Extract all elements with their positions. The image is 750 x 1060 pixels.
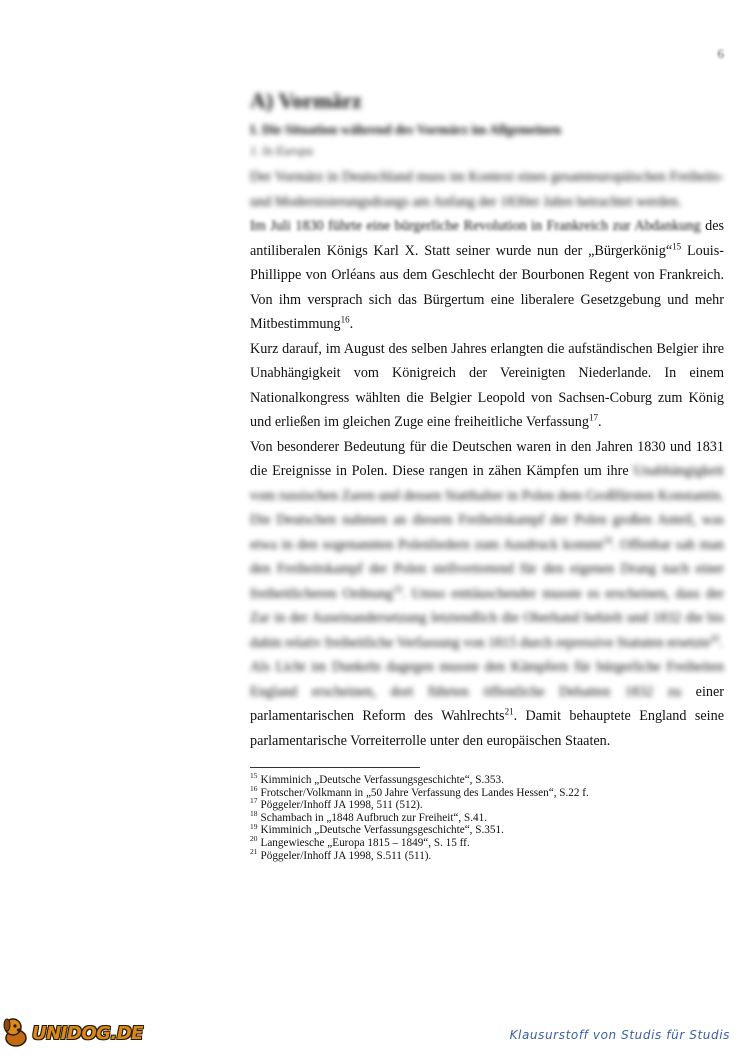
dog-icon (0, 1016, 30, 1048)
tagline: Klausurstoff von Studis für Studis (509, 1028, 730, 1042)
footnotes (250, 771, 724, 862)
paragraph-4-clear-text: Von besonderer Bedeutung für die Deutschen waren in den Jahren 1830 und 1831 die Ereignisse in Polen. Diese rangen in zähen Kämpfen um ihre (250, 438, 724, 479)
footnote-text: Kimminich „Deutsche Verfassungsgeschichte“, S.351. (260, 824, 504, 837)
paragraph-3-text: Kurz darauf, im August des selben Jahres erlangten die aufständischen Belgier ihre Unabhängigkeit vom Königreich der Vereinigten Niederlande. In einem Nationalkongress wählten die Belgier Leopold von Sachsen-Coburg zum König und erließen im gleichen Zuge eine freiheitliche Verfassung (250, 340, 724, 430)
paragraph-4-blur-b: . Offenbar sah man den Freiheitskampf der Polen stellvertretend für den eigenen Drang nach einer freiheitlicheren Ordnung (250, 536, 724, 602)
paragraph-4 (250, 435, 724, 656)
paragraph-2-first-line: Im Juli 1830 führte eine bürgerliche Revolution in Frankreich zur Abdankung (250, 218, 701, 234)
footnote-number: 18 (250, 809, 258, 819)
footnote-divider (250, 767, 420, 768)
footnote-number: 17 (250, 796, 258, 806)
paragraph-2-text-cont: Louis-Phillippe von Orléans aus dem Geschlecht der Bourbonen Regent von Frankreich. Von ihm versprach sich das Bürgertum eine liberalere Gesetzgebung und mehr Mitbestimmung (250, 242, 724, 332)
footnote-number: 19 (250, 821, 258, 831)
paragraph-2: Im Juli 1830 führte eine bürgerliche Revolution in Frankreich zur Abdankung des antiliberalen Königs Karl X. Statt seiner wurde nun der „Bürgerkönig“$^{15}$ Louis-Phillippe von Orléans aus dem Geschlecht der Bourbonen Regent von Frankreich. Von ihm versprach sich das Bürgertum eine liberalere Gesetzgebung und mehr Mitbestimmung$^{16}$. (250, 218, 725, 332)
paragraph-5-blurred-text: Als Licht im Dunkeln dagegen musste den Kämpfern für bürgerliche Freiheiten England erscheinen, dort führten öffentliche Debatten 1832 zu (250, 659, 724, 700)
section-title: A) Vormärz (250, 88, 362, 113)
footnote-ref-20: 20 (710, 632, 720, 643)
footnote-number: 21 (250, 846, 258, 856)
paragraph-5-clear-text-cont: . Damit behauptete England seine parlamentarische Vorreiterrolle unter den europäischen Staaten. (250, 708, 724, 749)
paragraph-5-clear-text: einer parlamentarischen Reform des Wahlrechts (250, 683, 724, 724)
footnote-15 (250, 771, 724, 787)
paragraph-1: Der Vormärz in Deutschland muss im Kontext eines gesamteuropäischen Freiheits- und Modernisierungsdrangs am Anfang der 1830er Jahre betrachtet werden. (250, 169, 724, 210)
footnote-text: Schambach in „1848 Aufbruch zur Freiheit“, S.41. (260, 811, 487, 824)
footnote-ref-21: 21 (504, 706, 514, 717)
footnote-number: 15 (250, 771, 258, 781)
footnote-ref-15: 15 (672, 240, 682, 251)
paragraph-4-blurred-text: Unabhängigkeit vom russischen Zaren und dessen Statthalter in Polen dem Großfürsten Konstantin. Die Deutschen nahmen an diesem Freiheitskampf der Polen großen Anteil, was etwa in den sogenannten Polenliedern zum Ausdruck kommt$^{18}$. Offenbar sah man den Freiheitskampf der Polen stellvertretend für den eigenen Drang nach einer freiheitlicheren Ordnung$^{19}$. Umso enttäuschender musste es erscheinen, dass der Zar in der Auseinandersetzung letztendlich die Oberhand behielt und 1832 die bis dahin relativ freiheitliche Verfassung von 1815 durch repressive Statuten ersetzte$^{20}$. (250, 463, 724, 651)
footnote-number: 16 (250, 783, 258, 793)
footnote-18 (250, 809, 724, 825)
unidog-logo[interactable] (0, 1016, 143, 1048)
document-body (250, 88, 724, 862)
paragraph-4-blur-a: Unabhängigkeit vom russischen Zaren und dessen Statthalter in Polen dem Großfürsten Konstantin. Die Deutschen nahmen an diesem Freiheitskampf der Polen großen Anteil, was etwa in den sogenannten Polenliedern zum Ausdruck kommt (250, 463, 724, 553)
footnote-text: Kimminich „Deutsche Verfassungsgeschichte“, S.353. (260, 774, 504, 786)
footnote-16 (250, 783, 724, 800)
footnote-17 (250, 796, 724, 812)
subsection-title: I. Die Situation während des Vormärz im Allgemeinen (250, 122, 562, 137)
footnote-text: Pöggeler/Inhoff JA 1998, 511 (512). (260, 799, 423, 812)
subsubsection-title: 1. In Europa (250, 144, 314, 158)
footnote-ref-16: 16 (340, 314, 350, 325)
footnote-21 (250, 846, 724, 863)
footnote-ref-18: 18 (603, 534, 612, 545)
logo-text: UNIDOG.DE (32, 1023, 143, 1044)
footnote-ref-17: 17 (588, 412, 598, 423)
footnote-text: Frotscher/Volkmann in „50 Jahre Verfassung des Landes Hessen“, S.22 f. (260, 786, 589, 799)
footnote-text: Pöggeler/Inhoff JA 1998, S.511 (511). (260, 849, 432, 862)
footnote-text: Langewiesche „Europa 1815 – 1849“, S. 15 ff. (260, 836, 470, 849)
footnote-ref-19: 19 (393, 583, 403, 594)
footnote-19 (250, 821, 724, 837)
footnote-number: 20 (250, 834, 258, 844)
paragraph-3: Kurz darauf, im August des selben Jahres erlangten die aufständischen Belgier ihre Unabhängigkeit vom Königreich der Vereinigten Niederlande. In einem Nationalkongress wählten die Belgier Leopold von Sachsen-Coburg zum König und erließen im gleichen Zuge eine freiheitliche Verfassung$^{17}$. (250, 340, 724, 430)
paragraph-5 (250, 655, 724, 753)
paragraph-4-blur-c: . Umso enttäuschender musste es erscheinen, dass der Zar in der Auseinandersetzung letztendlich die Oberhand behielt und 1832 die bis dahin relativ freiheitliche Verfassung von 1815 durch repressive Statuten ersetzte (250, 585, 724, 651)
page-number: 6 (717, 46, 724, 61)
paragraph-2-text: des antiliberalen Königs Karl X. Statt seiner wurde nun der „Bürgerkönig“ (250, 218, 725, 259)
footnote-20 (250, 834, 724, 850)
